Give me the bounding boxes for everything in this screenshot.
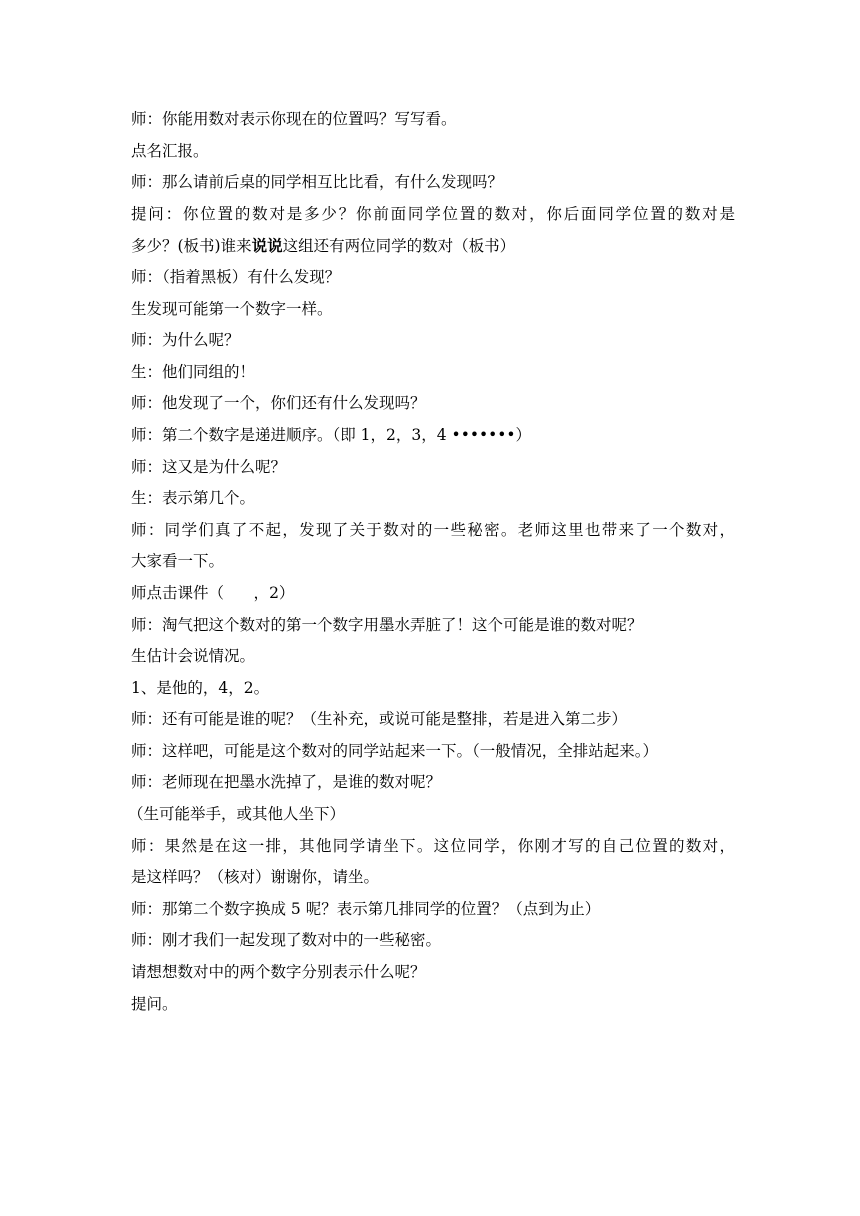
text-line: 点名汇报。 — [131, 141, 209, 160]
text-line: 生：表示第几个。 — [131, 489, 256, 508]
text-line: 是这样吗？（核对）谢谢你，请坐。 — [131, 868, 380, 887]
text-line: 师：为什么呢？ — [131, 331, 240, 350]
text-line: 师点击课件（ ，2） — [131, 583, 295, 602]
text-line: 师：你能用数对表示你现在的位置吗？写写看。 — [131, 110, 457, 128]
text-line-with-emphasis — [131, 230, 741, 262]
text-line: 师：刚才我们一起发现了数对中的一些秘密。 — [131, 931, 442, 950]
text-line: 提问。 — [131, 994, 178, 1013]
text-line: 师：那么请前后桌的同学相互比比看，有什么发现吗？ — [131, 173, 504, 192]
text-line: （生可能举手，或其他人坐下） — [128, 805, 346, 824]
text-line: 生发现可能第一个数字一样。 — [131, 299, 333, 318]
text-line: 大家看一下。 — [131, 552, 225, 571]
text-segment: 这组还有两位同学的数对（板书） — [282, 237, 516, 256]
text-line: 师：还有可能是谁的呢？（生补充，或说可能是整排，若是进入第二步） — [131, 710, 628, 729]
emphasis-text: 说说 — [251, 236, 283, 256]
text-line: 生估计会说情况。 — [131, 647, 256, 666]
text-line: 生：他们同组的！ — [131, 362, 256, 381]
text-line: 师：第二个数字是递进顺序。（即 1，2，3，4 •••••••） — [131, 425, 532, 444]
text-line: 提问：你位置的数对是多少？你前面同学位置的数对，你后面同学位置的数对是 — [131, 204, 735, 223]
text-line: 师：老师现在把墨水洗掉了，是谁的数对呢？ — [131, 773, 442, 792]
text-line: 师：这又是为什么呢？ — [131, 457, 287, 476]
text-line: 师：同学们真了不起，发现了关于数对的一些秘密。老师这里也带来了一个数对， — [131, 520, 735, 539]
text-line: 请想想数对中的两个数字分别表示什么呢？ — [131, 963, 426, 982]
text-line: 师：淘气把这个数对的第一个数字用墨水弄脏了！这个可能是谁的数对呢？ — [131, 615, 643, 634]
text-line: 1、是他的，4，2。 — [131, 678, 270, 697]
text-line: 师：果然是在这一排，其他同学请坐下。这位同学，你刚才写的自己位置的数对， — [131, 836, 735, 855]
text-line: 师：那第二个数字换成 5 呢？表示第几排同学的位置？（点到为止） — [131, 899, 601, 918]
text-line: 师：这样吧，可能是这个数对的同学站起来一下。（一般情况，全排站起来。） — [131, 741, 659, 760]
text-line: 师：他发现了一个，你们还有什么发现吗？ — [131, 394, 426, 413]
document-body — [128, 104, 741, 1020]
text-segment: 多少？(板书)谁来 — [131, 237, 252, 256]
text-line: 师：（指着黑板）有什么发现？ — [131, 267, 341, 286]
